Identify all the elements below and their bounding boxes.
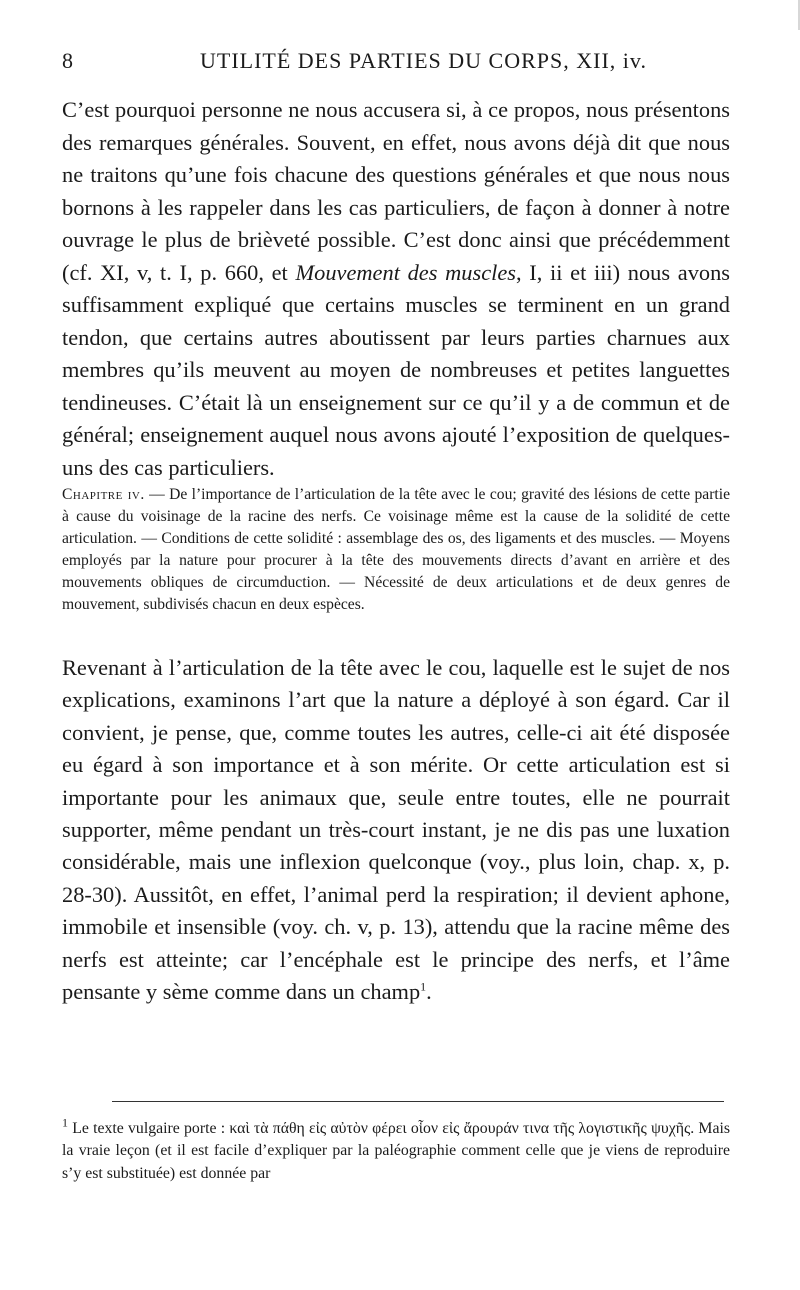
body-paragraph-1 <box>62 94 730 484</box>
footnote-reference[interactable]: 1 <box>420 979 427 994</box>
chapter-summary-text: — De l’importance de l’articulation de la tête avec le cou; gravité des lésions de cette partie à cause du voisinage de la racine des nerfs. Ce voisinage même est la cause de la solidité de cette articulation. — Conditions de cette solidité : assemblage des os, des ligaments et des muscles. — Moyens employés par la nature pour procurer à la tête des mouvements directs d’avant en arrière et des mouvements obliques de circumduction. — Nécessité de deux articulations et de deux genres de mouvement, subdivisés chacun en deux espèces. <box>62 486 731 614</box>
page-header <box>62 48 726 84</box>
paragraph-2-text: Revenant à l’articulation de la tête avec le cou, laquelle est le sujet de nos explications, examinons l’art que la nature a déployé à son égard. Car il convient, je pense, que, comme toutes les autres, celle-ci ait été disposée eu égard à son importance et à son mérite. Or cette articulation est si importante pour les animaux que, seule entre toutes, elle ne pourrait supporter, même pendant un très-court instant, je ne dis pas une luxation considérable, mais une inflexion quelconque (voy., plus loin, chap. x, p. 28-30). Aussitôt, en effet, l’animal perd la respiration; il devient aphone, immobile et insensible (voy. ch. v, p. 13), attendu que la racine même des nerfs est atteinte; car l’encéphale est le principe des nerfs, et l’âme pensante y sème comme dans un champ <box>62 655 730 1005</box>
chapter-label: Chapitre iv. <box>62 486 145 503</box>
paragraph-1-text-b: , I, ii et iii) nous avons suffisamment expliqué que certains muscles se terminent en un grand tendon, que certains autres aboutissent par leurs parties charnues aux membres qu’ils meuvent au moyen de nombreuses et petites languettes tendineuses. C’était là un enseignement sur ce qu’il y a de commun et de général; enseignement auquel nous avons ajouté l’exposition de quelques-uns des cas particuliers. <box>62 259 731 480</box>
paragraph-1-italic-title: Mouvement des muscles <box>295 259 517 285</box>
running-title: UTILITÉ DES PARTIES DU CORPS, XII, iv. <box>200 48 647 73</box>
body-paragraph-2 <box>62 652 730 1008</box>
footnote-divider <box>112 1101 724 1102</box>
chapter-summary <box>62 484 730 617</box>
footnote-marker: 1 <box>62 1115 68 1130</box>
page-number: 8 <box>62 48 74 73</box>
paragraph-1-text-a: C’est pourquoi personne ne nous accusera si, à ce propos, nous présentons des remarques générales. Souvent, en effet, nous avons déjà dit que nous ne traitons qu’une fois chacune des questions générales et que nous nous bornons à les rappeler dans les cas particuliers, de façon à donner à notre ouvrage le plus de brièveté possible. C’est donc ainsi que précédemment (cf. XI, v, t. I, p. 660, et <box>62 97 730 285</box>
footnote <box>62 1115 730 1185</box>
footnote-text: Le texte vulgaire porte : καὶ τὰ πάθη εἰς αὐτὸν φέρει οἷον εἰς ἄρουράν τινα τῆς λογιστικῆς ψυχῆς. Mais la vraie leçon (et il est facile d’expliquer par la paléographie comment celle que je viens de reproduire s’y est substituée) est donnée par <box>62 1120 730 1182</box>
paragraph-2-end: . <box>426 979 432 1005</box>
